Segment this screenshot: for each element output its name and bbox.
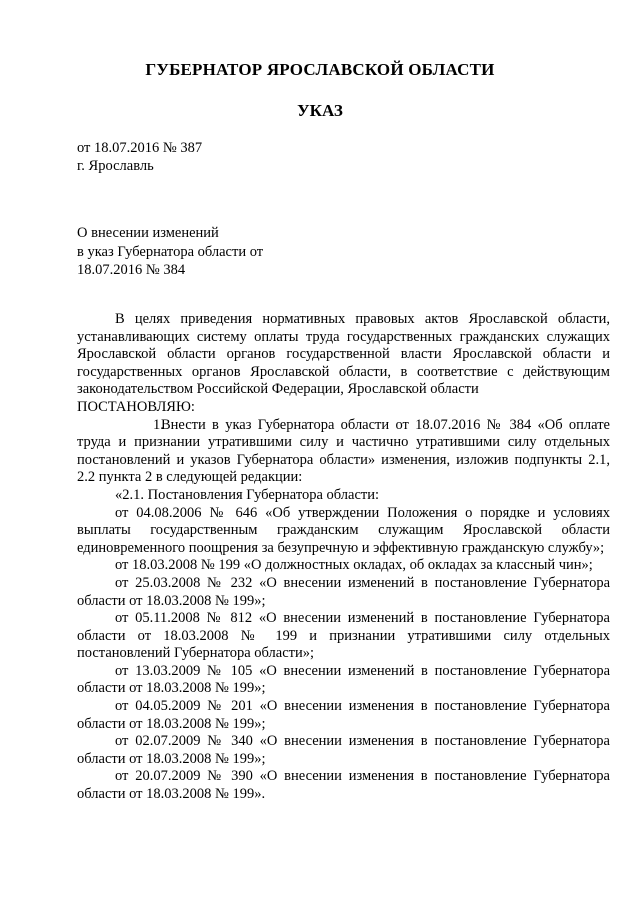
list-item: от 20.07.2009 № 390 «О внесении изменения в постановление Губернатора области от 18.03.2008 № 199». <box>77 768 610 803</box>
document-type: УКАЗ <box>297 101 343 120</box>
list-item: от 02.07.2009 № 340 «О внесении изменения в постановление Губернатора области от 18.03.2008 № 199»; <box>77 733 610 767</box>
document-title: ГУБЕРНАТОР ЯРОСЛАВСКОЙ ОБЛАСТИ <box>145 60 495 79</box>
subject-line: в указ Губернатора области от <box>77 243 264 260</box>
list-item: от 04.05.2009 № 201 «О внесении изменения в постановление Губернатора области от 18.03.2008 № 199»; <box>77 698 610 732</box>
place: г. Ярославль <box>77 158 154 174</box>
list-item: от 25.03.2008 № 232 «О внесении изменений в постановление Губернатора области от 18.03.2008 № 199»; <box>77 574 610 609</box>
item-1-text: Внести в указ Губернатора области от 18.07.2016 № 384 «Об оплате труда и признании утратившими силу и частично утратившими силу отдельных постановлений и указов Губернатора области» изменения, изложив подпункты 2.1, 2.2 пункта 2 в следующей редакции: <box>77 416 610 486</box>
subitem-2-1-heading: «2.1. Постановления Губернатора области: <box>115 486 380 503</box>
list-item: от 18.03.2008 № 199 «О должностных окладах, об окладах за классный чин»; <box>115 557 593 574</box>
document-subject <box>77 224 263 280</box>
subject-line: 18.07.2016 № 384 <box>77 262 186 278</box>
preamble-paragraph: В целях приведения нормативных правовых актов Ярославской области, устанавливающих систему оплаты труда государственных гражданских служащих Ярославской области органов государственной власти Ярославской области и государственных органов Ярославской области, в соответствие с действующим законодательством Российской Федерации, Ярославской области <box>77 311 610 398</box>
list-item: от 05.11.2008 № 812 «О внесении изменений в постановление Губернатора области от 18.03.2008 № 199 и признании утратившими силу отдельных постановлений Губернатора области»; <box>77 610 610 662</box>
document-meta <box>77 139 202 175</box>
document-body <box>77 311 610 804</box>
resolve-word: ПОСТАНОВЛЯЮ: <box>77 398 195 415</box>
item-1-number: 1. <box>153 416 164 433</box>
subject-line: О внесении изменений <box>77 225 219 241</box>
list-item: от 13.03.2009 № 105 «О внесении изменений в постановление Губернатора области от 18.03.2008 № 199»; <box>77 662 610 697</box>
item-1-paragraph <box>77 417 610 487</box>
date-number: от 18.07.2016 № 387 <box>77 140 203 156</box>
list-item: от 04.08.2006 № 646 «Об утверждении Положения о порядке и условиях выплаты государственным гражданским служащим Ярославской области единовременного поощрения за безупречную и эффективную гражданскую службу»; <box>77 504 610 556</box>
